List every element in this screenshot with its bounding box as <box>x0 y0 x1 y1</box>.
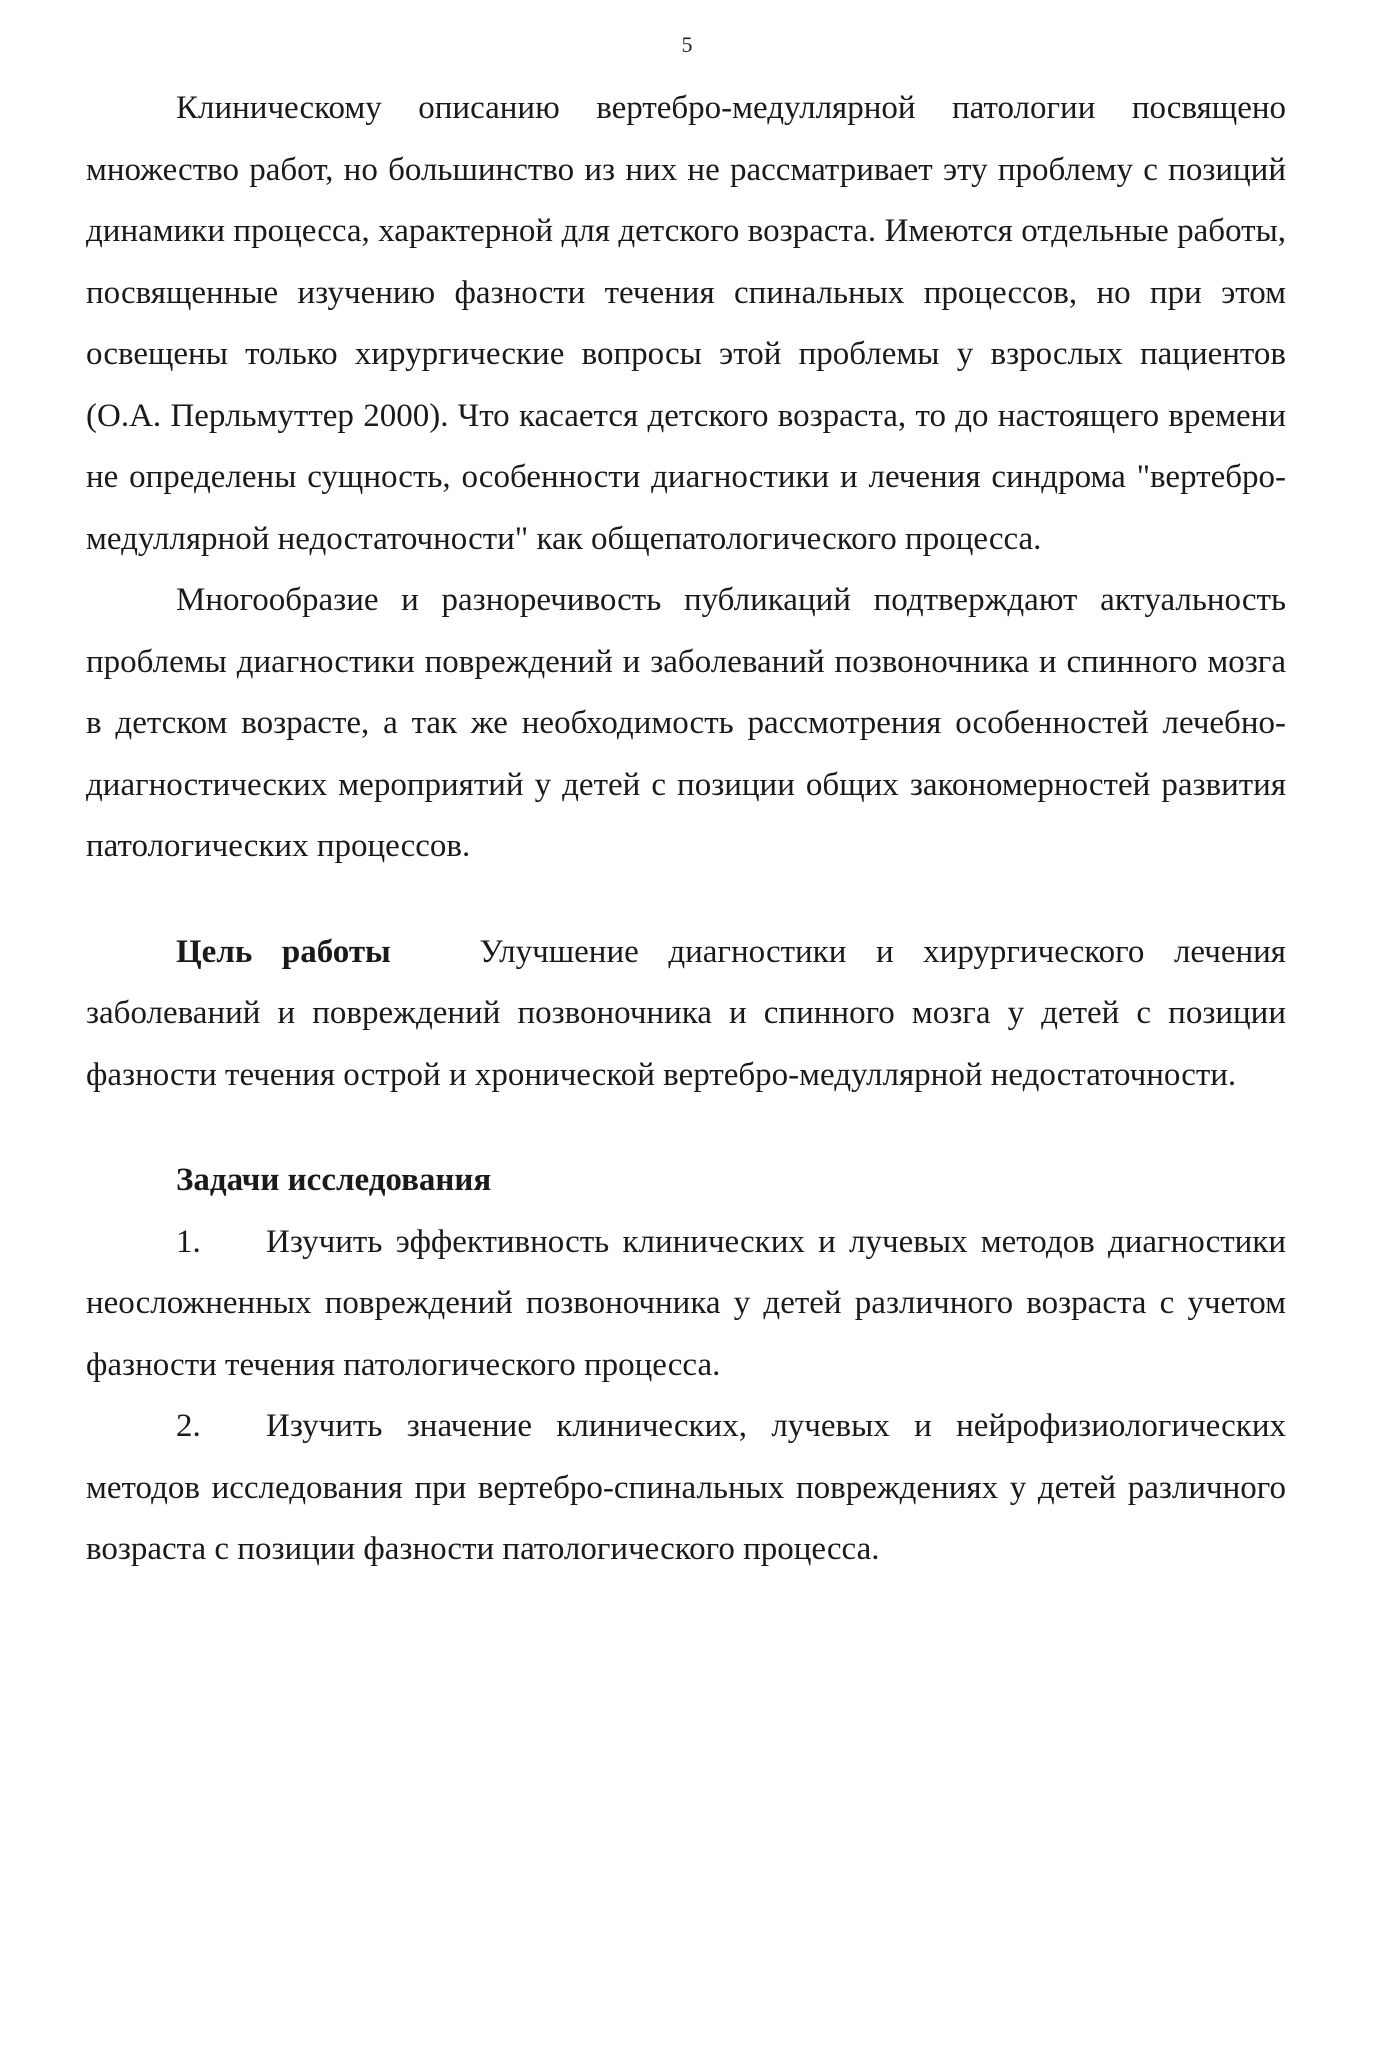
paragraph-relevance: Многообразие и разноречивость публикаций подтверждают актуальность проблемы диагностики повреждений и заболеваний позвоночника и спинного мозга в детском возрасте, а так же необходимость рассмотрения особенностей лечебно-диагностических мероприятий у детей с позиции общих закономерностей развития патологических процессов. <box>86 582 1286 864</box>
task-text: Изучить значение клинических, лучевых и нейрофизиологических методов исследования при вертебро-спинальных повреждениях у детей различного возраста с позиции фазности патологического процесса. <box>86 1408 1286 1567</box>
paragraph-intro: Клиническому описанию вертебро-медуллярной патологии посвящено множество работ, но большинство из них не рассматривает эту проблему с позиций динамики процесса, характерной для детского возраста. Имеются отдельные работы, посвященные изучению фазности течения спинальных процессов, но при этом освещены только хирургические вопросы этой проблемы у взрослых пациентов (О.А. Перльмуттер 2000). Что касается детского возраста, то до настоящего времени не определены сущность, особенности диагностики и лечения синдрома "вертебро-медуллярной недостаточности" как общепатологического процесса. <box>86 90 1286 557</box>
task-item <box>86 1396 1286 1581</box>
task-number: 2. <box>176 1408 201 1444</box>
section-spacer <box>86 878 1286 922</box>
page-number: 5 <box>681 32 693 57</box>
goal-label: Цель работы <box>176 933 391 970</box>
section-spacer <box>86 1106 1286 1150</box>
goal-paragraph <box>86 922 1286 1107</box>
goal-text: Улучшение диагностики и хирургического лечения заболеваний и повреждений позвоночника и спинного мозга у детей с позиции фазности течения острой и хронической вертебро-медуллярной недостаточности. <box>86 933 1286 1093</box>
task-item <box>86 1212 1286 1397</box>
task-text: Изучить эффективность клинических и лучевых методов диагностики неосложненных повреждений позвоночника у детей различного возраста с учетом фазности течения патологического процесса. <box>86 1223 1286 1383</box>
page-body <box>86 78 1286 1581</box>
task-number: 1. <box>176 1223 201 1260</box>
tasks-heading: Задачи исследования <box>176 1162 492 1198</box>
